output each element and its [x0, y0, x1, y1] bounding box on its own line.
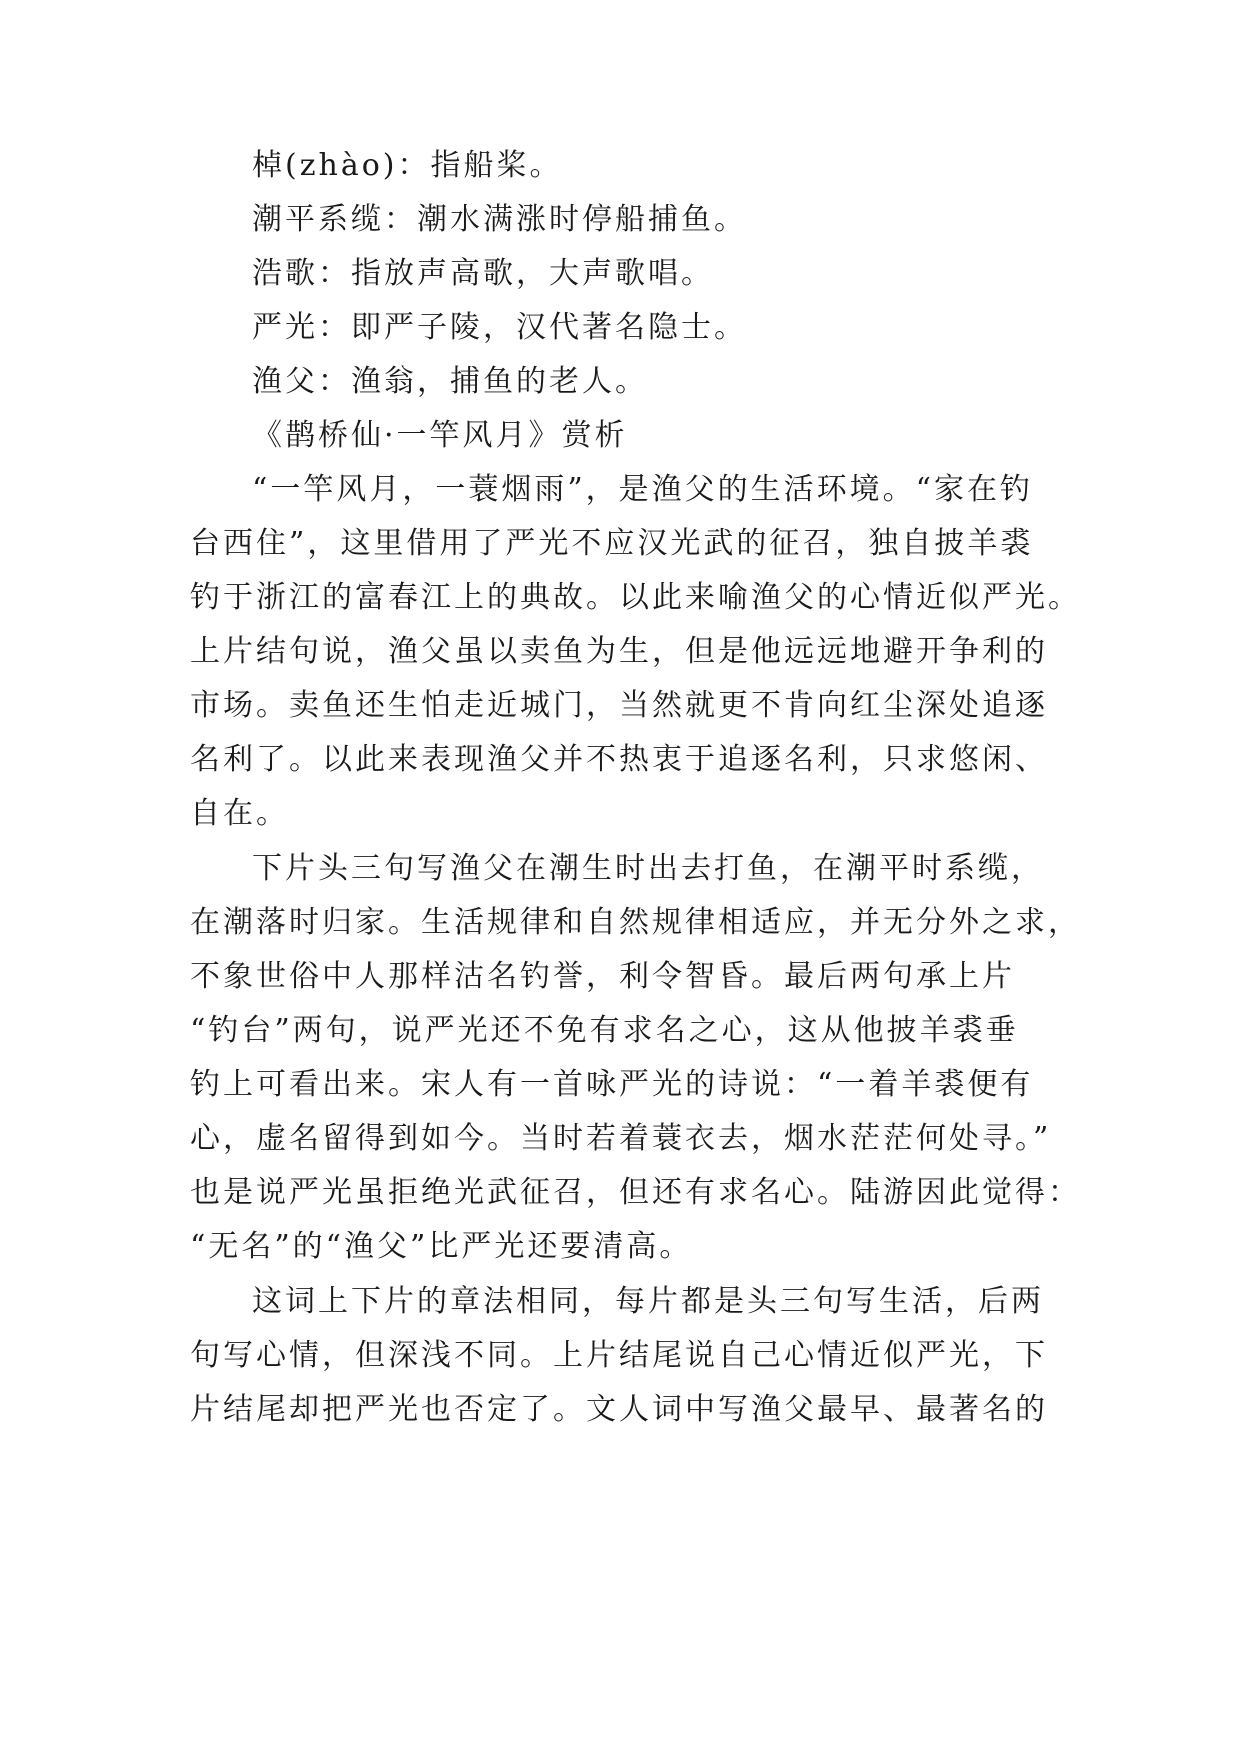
- section-title: 《鹊桥仙·一竿风月》赏析: [252, 418, 628, 453]
- paragraph-1-line: 自在。: [190, 796, 289, 831]
- note-line-2: 潮平系缆：潮水满涨时停船捕鱼。: [252, 202, 747, 237]
- note-line-5: 渔父：渔翁，捕鱼的老人。: [252, 364, 648, 399]
- paragraph-1-line: 市场。卖鱼还生怕走近城门，当然就更不肯向红尘深处追逐: [190, 688, 1048, 723]
- paragraph-3-line: 片结尾却把严光也否定了。文人词中写渔父最早、最著名的: [190, 1392, 1048, 1427]
- note-line-4: 严光：即严子陵，汉代著名隐士。: [252, 310, 747, 345]
- paragraph-2-line: 在潮落时归家。生活规律和自然规律相适应，并无分外之求，: [190, 905, 1081, 940]
- paragraph-1-line: “一竿风月，一蓑烟雨”，是渔父的生活环境。“家在钓: [252, 472, 1034, 507]
- paragraph-1-line: 上片结句说，渔父虽以卖鱼为生，但是他远远地避开争利的: [190, 634, 1048, 669]
- paragraph-1-line: 钓于浙江的富春江上的典故。以此来喻渔父的心情近似严光。: [190, 580, 1081, 615]
- note-line-1: 棹(zhào)：指船桨。: [252, 148, 563, 183]
- paragraph-2-line: 钓上可看出来。宋人有一首咏严光的诗说：“一着羊裘便有: [190, 1067, 1034, 1102]
- paragraph-2-line: 也是说严光虽拒绝光武征召，但还有求名心。陆游因此觉得：: [190, 1175, 1081, 1210]
- paragraph-3-line: 句写心情，但深浅不同。上片结尾说自己心情近似严光，下: [190, 1338, 1048, 1373]
- paragraph-2-line: 不象世俗中人那样沽名钓誉，利令智昏。最后两句承上片: [190, 959, 1015, 994]
- paragraph-3-line: 这词上下片的章法相同，每片都是头三句写生活，后两: [252, 1284, 1044, 1319]
- paragraph-2-line: “钓台”两句，说严光还不免有求名之心，这从他披羊裘垂: [190, 1013, 1019, 1048]
- paragraph-2-line: 心，虚名留得到如今。当时若着蓑衣去，烟水茫茫何处寻。”: [190, 1121, 1052, 1156]
- note-line-3: 浩歌：指放声高歌，大声歌唱。: [252, 256, 714, 291]
- paragraph-1-line: 名利了。以此来表现渔父并不热衷于追逐名利，只求悠闲、: [190, 742, 1048, 777]
- paragraph-2-line: 下片头三句写渔父在潮生时出去打鱼，在潮平时系缆，: [252, 851, 1044, 886]
- paragraph-1-line: 台西住”，这里借用了严光不应汉光武的征召，独自披羊裘: [190, 526, 1034, 561]
- paragraph-2-line: “无名”的“渔父”比严光还要清高。: [190, 1229, 693, 1264]
